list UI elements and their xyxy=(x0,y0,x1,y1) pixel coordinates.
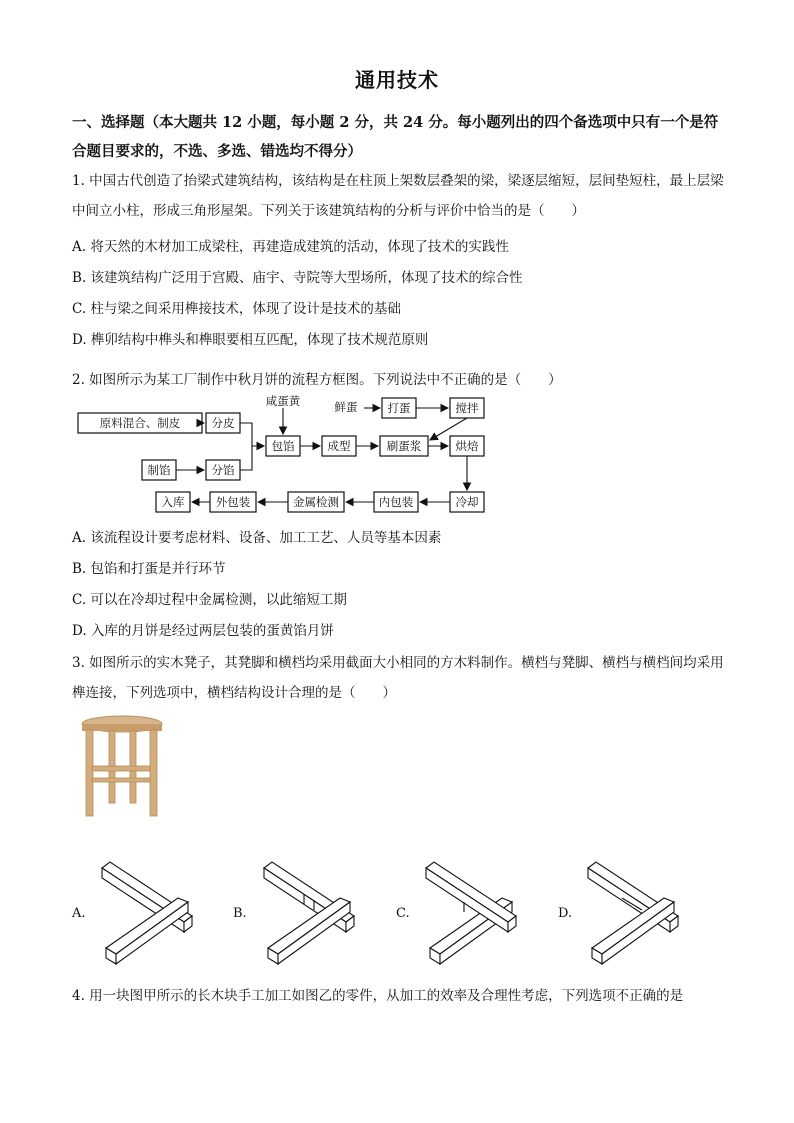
label-brush: 刷蛋浆 xyxy=(386,439,422,453)
mooncake-flow-diagram xyxy=(74,394,494,520)
question-1-option-c: C. 柱与梁之间采用榫接技术，体现了设计是技术的基础 xyxy=(72,301,401,317)
question-3-stem: 3. 如图所示的实木凳子，其凳脚和横档均采用截面大小相同的方木料制作。横档与凳脚、横档与横档间均采用榫连接，下列选项中，横档结构设计合理的是（ ） xyxy=(72,655,724,701)
label-inner-pack: 内包装 xyxy=(378,495,414,509)
label-store: 入库 xyxy=(161,495,185,509)
question-1-stem: 1. 中国古代创造了抬梁式建筑结构，该结构是在柱顶上架数层叠架的梁，梁逐层缩短，层间垫短柱，最上层梁中间立小柱，形成三角形屋架。下列关于该建筑结构的分析与评价中恰当的是（ ） xyxy=(72,173,724,219)
joint-a-drawing xyxy=(96,858,200,970)
question-2-option-c: C. 可以在冷却过程中金属检测，以此缩短工期 xyxy=(72,592,347,608)
label-egg: 鲜蛋 xyxy=(334,400,358,414)
label-make-filling: 制馅 xyxy=(147,463,171,477)
choice-b-label: B. xyxy=(233,906,247,921)
joint-b-drawing xyxy=(258,858,362,970)
label-mix: 原料混合、制皮 xyxy=(99,416,181,430)
page-title: 通用技术 xyxy=(355,68,439,92)
label-stir: 搅拌 xyxy=(455,401,479,415)
choice-a-label: A. xyxy=(72,906,86,921)
arrow-skin-wrap xyxy=(240,423,264,446)
label-metal-check: 金属检测 xyxy=(293,495,339,509)
question-1-option-b: B. 该建筑结构广泛用于宫殿、庙宇、寺院等大型场所，体现了技术的综合性 xyxy=(72,270,523,286)
label-beat: 打蛋 xyxy=(387,401,411,415)
label-bake: 烘焙 xyxy=(455,439,479,453)
joint-c-drawing xyxy=(420,858,524,970)
label-shape: 成型 xyxy=(327,439,351,453)
choice-d-label: D. xyxy=(558,906,573,921)
section-heading: 一、选择题（本大题共 12 小题，每小题 2 分，共 24 分。每小题列出的四个备选项中只有一个是符合题目要求的，不选、多选、错选均不得分） xyxy=(72,114,719,160)
question-1-option-d: D. 榫卯结构中榫头和榫眼要相互匹配，体现了技术规范原则 xyxy=(72,332,429,348)
question-4-stem: 4. 用一块图甲所示的长木块手工加工如图乙的零件，从加工的效率及合理性考虑，下列选项不正确的是 xyxy=(72,988,684,1004)
arrow-stir-brush xyxy=(430,418,467,440)
label-outer-pack: 外包装 xyxy=(215,495,251,509)
label-cool: 冷却 xyxy=(455,495,479,509)
question-2-option-d: D. 入库的月饼是经过两层包装的蛋黄馅月饼 xyxy=(72,623,334,639)
label-divide-skin: 分皮 xyxy=(211,416,235,430)
stool-photo xyxy=(76,714,168,818)
arrow-filling-wrap xyxy=(240,446,264,470)
choice-c-label: C. xyxy=(396,906,410,921)
label-wrap: 包馅 xyxy=(271,439,295,453)
joint-d-drawing xyxy=(582,858,686,970)
question-1-option-a: A. 将天然的木材加工成梁柱，再建造成建筑的活动，体现了技术的实践性 xyxy=(72,239,509,255)
question-2-option-b: B. 包馅和打蛋是并行环节 xyxy=(72,561,226,577)
question-2-stem: 2. 如图所示为某工厂制作中秋月饼的流程方框图。下列说法中不正确的是（ ） xyxy=(72,372,562,388)
label-divide-filling: 分馅 xyxy=(211,463,235,477)
label-yolk: 咸蛋黄 xyxy=(265,394,301,408)
question-2-option-a: A. 该流程设计要考虑材料、设备、加工工艺、人员等基本因素 xyxy=(72,530,442,546)
